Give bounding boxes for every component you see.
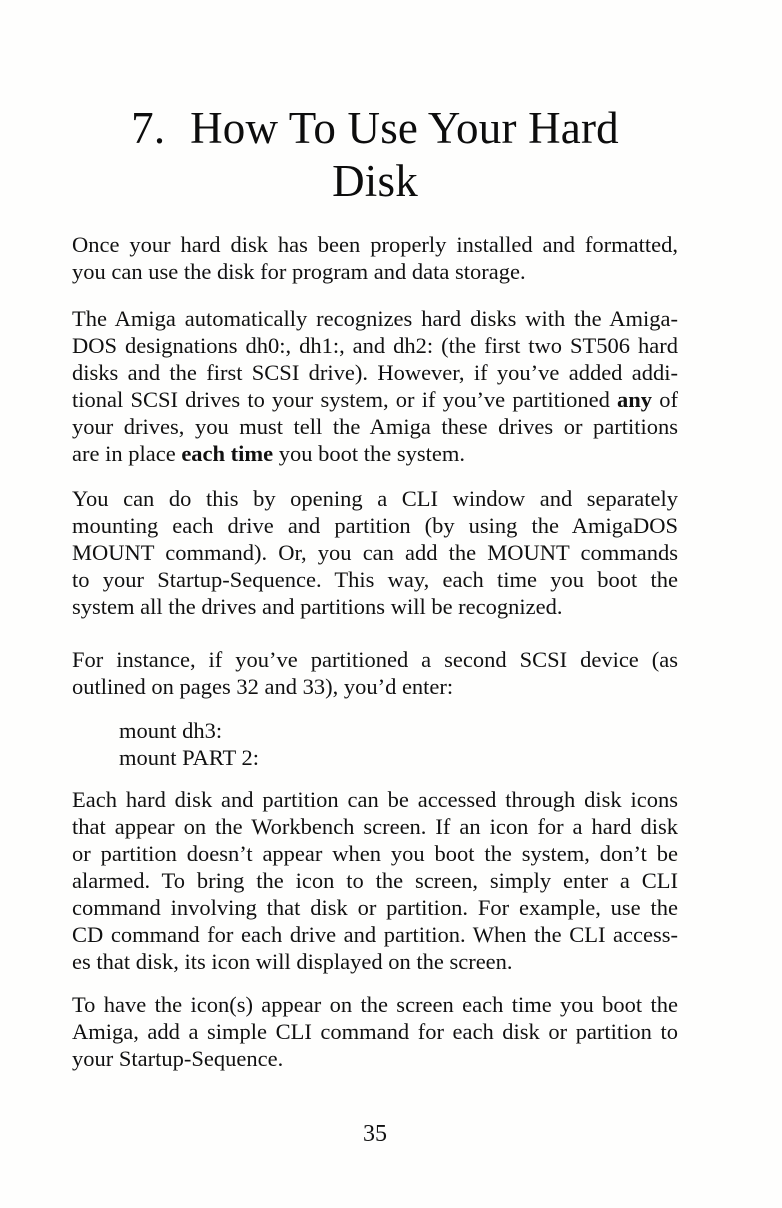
chapter-number: 7. xyxy=(131,103,166,153)
text-line: You can do this by opening a CLI window and separately xyxy=(72,486,678,511)
text-line: system all the drives and partitions will be recognized. xyxy=(72,594,563,619)
text-line: Once your hard disk has been properly installed and formatted, xyxy=(72,232,678,257)
text-line: tional SCSI drives to your system, or if you’ve partitioned any of xyxy=(72,387,679,412)
text-line: CD command for each drive and partition. When the CLI access- xyxy=(72,922,678,947)
command-line: mount PART 2: xyxy=(119,745,259,770)
command-block xyxy=(119,717,678,771)
text-line: The Amiga automatically recognizes hard disks with the Amiga- xyxy=(72,306,678,331)
text-line: outlined on pages 32 and 33), you’d enter: xyxy=(72,674,454,699)
text-line: that appear on the Workbench screen. If an icon for a hard disk xyxy=(72,814,678,839)
text-line: Amiga, add a simple CLI command for each disk or partition to xyxy=(72,1019,678,1044)
text-line: are in place each time you boot the system. xyxy=(72,441,466,466)
chapter-title-line1 xyxy=(72,102,678,155)
chapter-title-text: How To Use Your Hard xyxy=(190,103,619,153)
text-line: your drives, you must tell the Amiga these drives or partitions xyxy=(72,414,678,439)
text-line: you can use the disk for program and data storage. xyxy=(72,259,526,284)
body-paragraph xyxy=(72,991,678,1072)
text-line: alarmed. To bring the icon to the screen, simply enter a CLI xyxy=(72,868,678,893)
body-text xyxy=(72,231,678,1072)
text-line: disks and the first SCSI drive). However, if you’ve added addi- xyxy=(72,360,678,385)
body-paragraph xyxy=(72,786,678,975)
text-line: MOUNT command). Or, you can add the MOUNT commands xyxy=(72,540,678,565)
body-paragraph xyxy=(72,646,678,700)
body-paragraph xyxy=(72,305,678,467)
text-line: to your Startup-Sequence. This way, each time you boot the xyxy=(72,567,678,592)
text-line: mounting each drive and partition (by using the AmigaDOS xyxy=(72,513,678,538)
text-line: your Startup-Sequence. xyxy=(72,1046,284,1071)
text-line: es that disk, its icon will displayed on the screen. xyxy=(72,949,513,974)
text-line: command involving that disk or partition. For example, use the xyxy=(72,895,678,920)
text-line: Each hard disk and partition can be accessed through disk icons xyxy=(72,787,678,812)
page-number: 35 xyxy=(363,1121,387,1147)
chapter-title-line2: Disk xyxy=(332,156,418,206)
chapter-title xyxy=(72,102,678,208)
text-line: For instance, if you’ve partitioned a second SCSI device (as xyxy=(72,647,678,672)
text-line: DOS designations dh0:, dh1:, and dh2: (the first two ST506 hard xyxy=(72,333,678,358)
body-paragraph xyxy=(72,485,678,620)
text-line: To have the icon(s) appear on the screen each time you boot the xyxy=(72,992,678,1017)
body-paragraph xyxy=(72,231,678,285)
command-line: mount dh3: xyxy=(119,718,223,743)
text-line: or partition doesn’t appear when you boot the system, don’t be xyxy=(72,841,678,866)
